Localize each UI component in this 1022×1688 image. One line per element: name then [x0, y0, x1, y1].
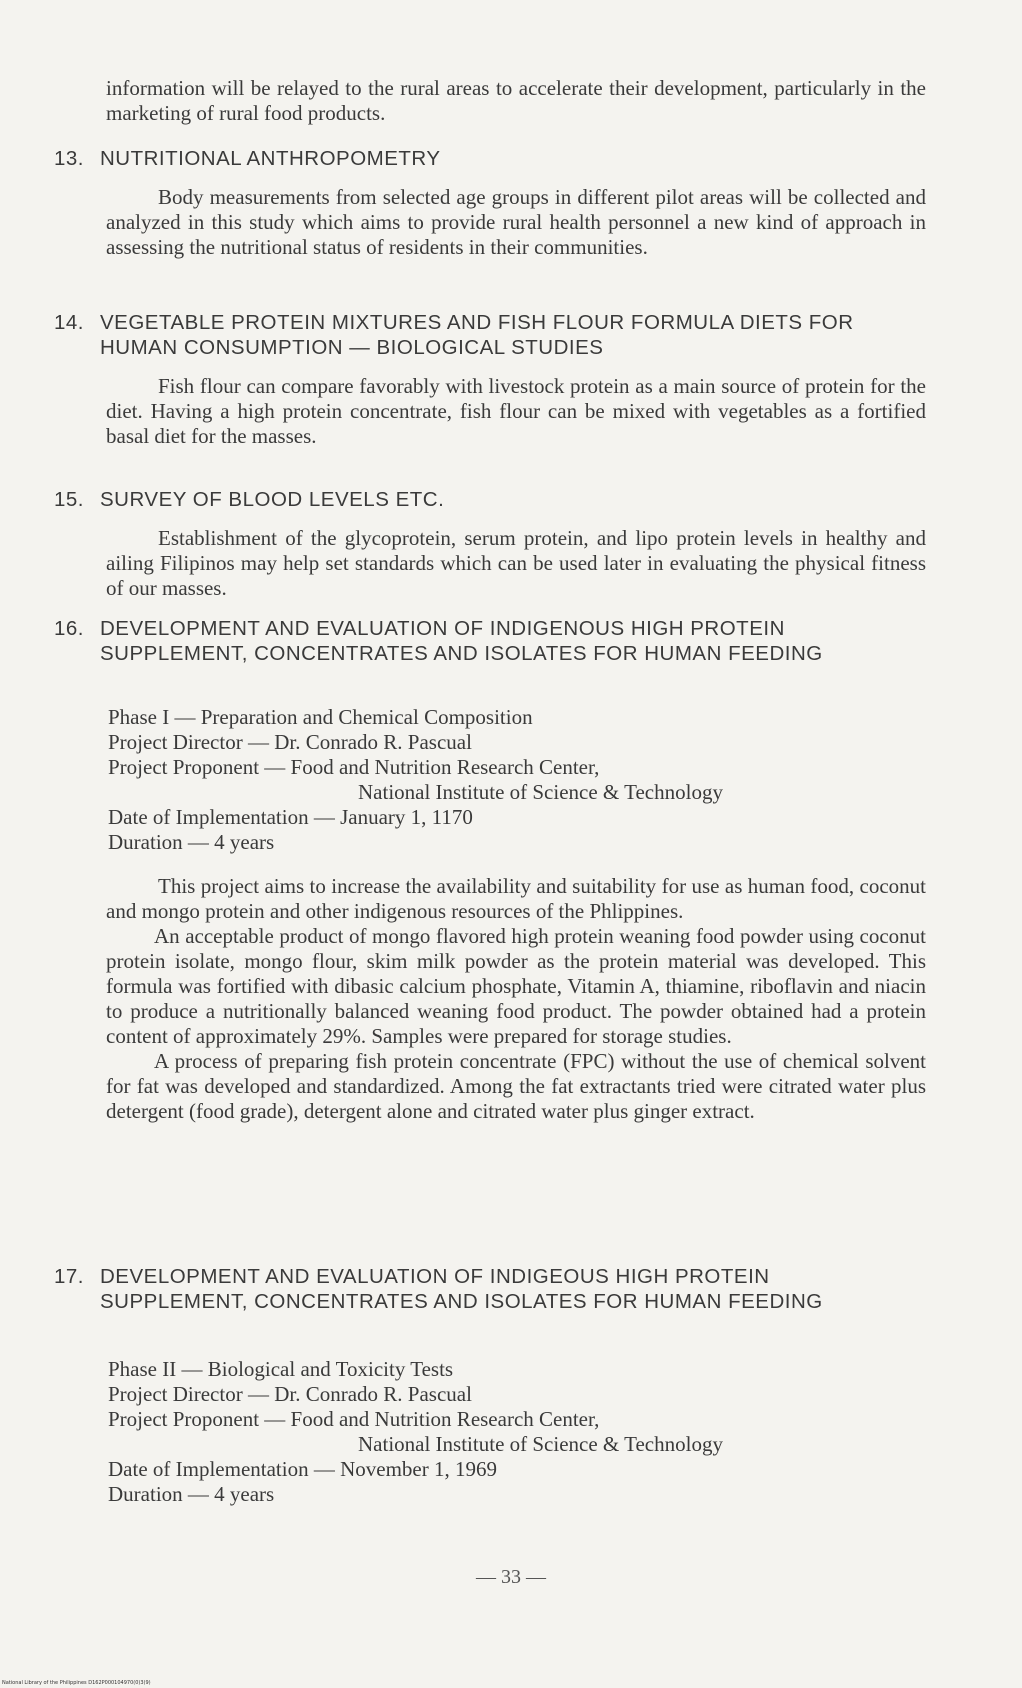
- section-number: 16.: [54, 617, 84, 640]
- section-paragraph: Fish flour can compare favorably with livestock protein as a main source of protein for the diet. Having a high protein concentrate, fish flour can be mixed with vegetables as a fortified basal diet for the masses.: [106, 374, 926, 448]
- project-proponent: Project Proponent — Food and Nutrition Research Center,: [108, 755, 600, 779]
- intro-text: information will be relayed to the rural areas to accelerate their development, particularly in the marketing of rural food products.: [106, 76, 926, 125]
- project-director: Project Director — Dr. Conrado R. Pascual: [108, 730, 472, 754]
- section-title: DEVELOPMENT AND EVALUATION OF INDIGEOUS HIGH PROTEIN SUPPLEMENT, CONCENTRATES AND ISOLATES FOR HUMAN FEEDING: [100, 1265, 823, 1313]
- project-proponent-continued: National Institute of Science & Technology: [358, 1432, 723, 1456]
- section-17-heading: [54, 1264, 934, 1314]
- section-16-body: [106, 874, 926, 1124]
- section-paragraph: An acceptable product of mongo flavored high protein weaning food powder using coconut protein isolate, mongo flour, skim milk powder as the protein material was developed. This formula was fortified with dibasic calcium phosphate, Vitamin A, thiamine, riboflavin and niacin to produce a nutritionally balanced weaning food product. The powder obtained had a protein content of approximately 29%. Samples were prepared for storage studies.: [106, 924, 926, 1048]
- section-paragraph: Body measurements from selected age groups in different pilot areas will be collected and analyzed in this study which aims to provide rural health personnel a new kind of approach in assessing the nutritional status of residents in their communities.: [106, 185, 926, 259]
- project-duration: Duration — 4 years: [108, 830, 275, 854]
- scan-footer: National Library of the Philippines D162P000104970(0)3(9): [2, 1680, 151, 1686]
- section-number: 15.: [54, 488, 84, 511]
- section-title: DEVELOPMENT AND EVALUATION OF INDIGENOUS HIGH PROTEIN SUPPLEMENT, CONCENTRATES AND ISOLATES FOR HUMAN FEEDING: [100, 617, 823, 665]
- section-15-heading: [54, 487, 934, 512]
- intro-paragraph: [106, 76, 926, 126]
- section-13-heading: [54, 146, 934, 171]
- section-number: 17.: [54, 1265, 84, 1288]
- project-duration: Duration — 4 years: [108, 1482, 275, 1506]
- project-proponent: Project Proponent — Food and Nutrition Research Center,: [108, 1407, 600, 1431]
- section-paragraph: This project aims to increase the availability and suitability for use as human food, coconut and mongo protein and other indigenous resources of the Phlippines.: [106, 874, 926, 923]
- section-title: SURVEY OF BLOOD LEVELS ETC.: [100, 488, 445, 511]
- section-number: 13.: [54, 147, 84, 170]
- section-paragraph: A process of preparing fish protein concentrate (FPC) without the use of chemical solvent for fat was developed and standardized. Among the fat extractants tried were citrated water plus detergent (food grade), detergent alone and citrated water plus ginger extract.: [106, 1049, 926, 1123]
- section-number: 14.: [54, 311, 84, 334]
- project-phase: Phase II — Biological and Toxicity Tests: [108, 1357, 454, 1381]
- section-15-body: [106, 526, 926, 601]
- project-director: Project Director — Dr. Conrado R. Pascual: [108, 1382, 472, 1406]
- project-phase: Phase I — Preparation and Chemical Composition: [108, 705, 533, 729]
- section-16-heading: [54, 616, 934, 666]
- section-title: VEGETABLE PROTEIN MIXTURES AND FISH FLOUR FORMULA DIETS FOR HUMAN CONSUMPTION — BIOLOGICAL STUDIES: [100, 311, 854, 359]
- section-14-heading: [54, 310, 934, 360]
- section-13-body: [106, 185, 926, 260]
- project-implementation-date: Date of Implementation — November 1, 1969: [108, 1457, 497, 1481]
- project-implementation-date: Date of Implementation — January 1, 1170: [108, 805, 473, 829]
- project-proponent-continued: National Institute of Science & Technology: [358, 780, 723, 804]
- section-title: NUTRITIONAL ANTHROPOMETRY: [100, 147, 441, 170]
- section-paragraph: Establishment of the glycoprotein, serum protein, and lipo protein levels in healthy and ailing Filipinos may help set standards which can be used later in evaluating the physical fitness of our masses.: [106, 526, 926, 600]
- section-17-project-info: [108, 1357, 723, 1507]
- page-number: — 33 —: [476, 1566, 546, 1588]
- section-16-project-info: [108, 705, 723, 855]
- section-14-body: [106, 374, 926, 449]
